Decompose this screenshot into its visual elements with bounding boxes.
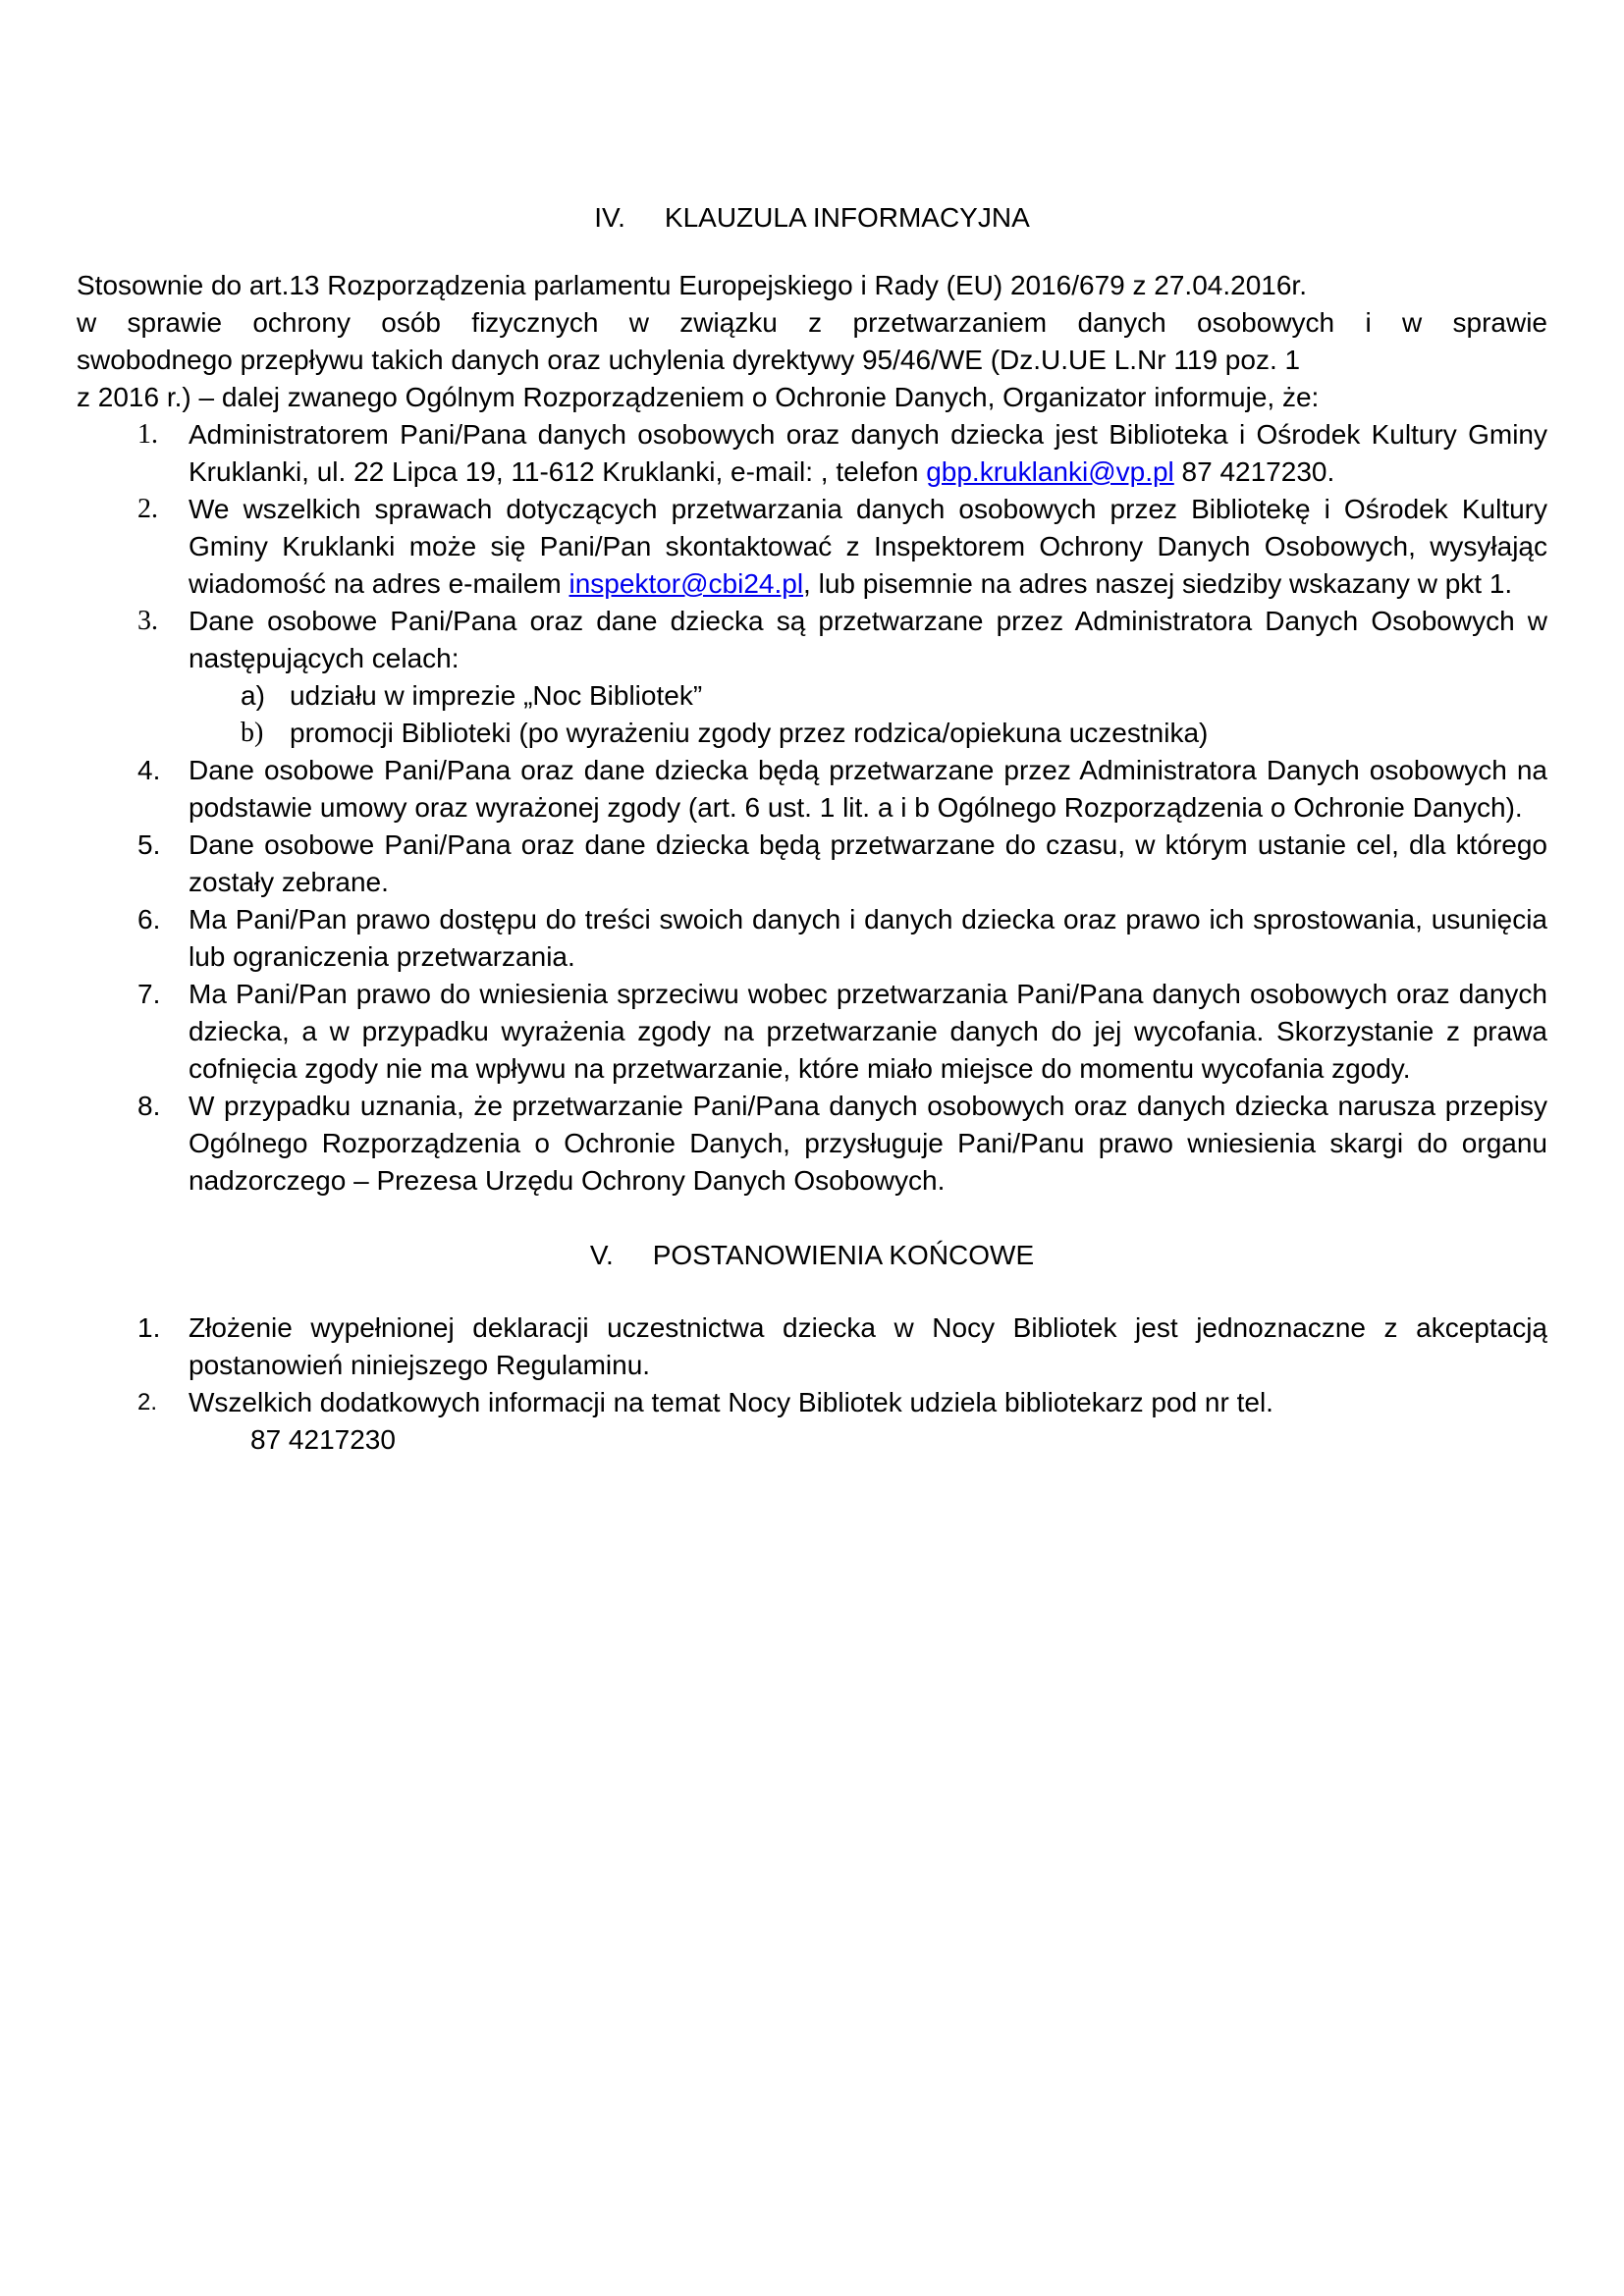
list-item-5 <box>77 827 1547 901</box>
list-item-7-number: 7. <box>137 979 161 1009</box>
sub-item-a-text: udziału w imprezie „Noc Bibliotek” <box>290 680 703 711</box>
section-iv-title: KLAUZULA INFORMACYJNA <box>664 202 1030 233</box>
list-item-1-pre: Administratorem Pani/Pana danych osobowych oraz danych dziecka jest Biblioteka i Ośrodek Kultury Gminy Kruklanki, ul. 22 Lipca 19, 11-612 Kruklanki, e-mail: , telefon <box>189 419 1547 487</box>
sub-item-b <box>77 715 1547 752</box>
list-item-7-text: Ma Pani/Pan prawo do wniesienia sprzeciwu wobec przetwarzania Pani/Pana danych osobowych oraz danych dziecka, a w przypadku wyrażenia zgody na przetwarzanie danych do jej wycofania. Skorzystanie z prawa cofnięcia zgody nie ma wpływu na przetwarzanie, które miało miejsce do momentu wycofania zgody. <box>189 979 1547 1084</box>
list-item-3-text: Dane osobowe Pani/Pana oraz dane dziecka są przetwarzane przez Administratora Danych Osobowych w następujących celach: <box>189 606 1547 673</box>
section-v-title: POSTANOWIENIA KOŃCOWE <box>652 1240 1035 1270</box>
final-item-2-text <box>189 1384 1547 1459</box>
phone-number: 87 4217230 <box>250 1424 396 1455</box>
list-item-6-text: Ma Pani/Pan prawo dostępu do treści swoich danych i danych dziecka oraz prawo ich sprostowania, usunięcia lub ograniczenia przetwarzania. <box>189 904 1547 972</box>
section-iv-number: IV. <box>594 202 625 233</box>
list-item-4-text: Dane osobowe Pani/Pana oraz dane dziecka będą przetwarzane przez Administratora Danych osobowych na podstawie umowy oraz wyrażonej zgody (art. 6 ust. 1 lit. a i b Ogólnego Rozporządzenia o Ochronie Danych). <box>189 755 1547 823</box>
list-item-5-number: 5. <box>137 829 161 860</box>
final-item-1 <box>77 1309 1547 1384</box>
list-item-6 <box>77 901 1547 976</box>
final-item-2-line: Wszelkich dodatkowych informacji na temat Nocy Bibliotek udziela bibliotekarz pod nr tel. <box>189 1387 1273 1417</box>
list-item-4-number: 4. <box>137 755 161 785</box>
email-link-inspektor[interactable]: inspektor@cbi24.pl <box>568 568 804 599</box>
list-item-2-text <box>189 491 1547 603</box>
list-item-1-number: 1. <box>137 419 158 450</box>
list-item-2-post: , lub pisemnie na adres naszej siedziby wskazany w pkt 1. <box>803 568 1513 599</box>
list-item-5-text: Dane osobowe Pani/Pana oraz dane dziecka będą przetwarzane do czasu, w którym ustanie cel, dla którego zostały zebrane. <box>189 829 1547 897</box>
list-item-2-number: 2. <box>137 494 158 524</box>
intro-line-4: z 2016 r.) – dalej zwanego Ogólnym Rozporządzeniem o Ochronie Danych, Organizator informuje, że: <box>77 382 1320 412</box>
intro-paragraph <box>77 267 1547 416</box>
list-item-8-text: W przypadku uznania, że przetwarzanie Pani/Pana danych osobowych oraz danych dziecka narusza przepisy Ogólnego Rozporządzenia o Ochronie Danych, przysługuje Pani/Panu prawo wniesienia skargi do organu nadzorczego – Prezesa Urzędu Ochrony Danych Osobowych. <box>189 1091 1547 1196</box>
list-item-1 <box>77 416 1547 491</box>
section-iv-heading <box>77 199 1547 237</box>
list-item-1-post: 87 4217230. <box>1173 456 1335 487</box>
intro-line-1: Stosownie do art.13 Rozporządzenia parlamentu Europejskiego i Rady (EU) 2016/679 z 27.04.2016r. <box>77 270 1307 300</box>
final-item-1-number: 1. <box>137 1312 161 1343</box>
sub-item-b-text: promocji Biblioteki (po wyrażeniu zgody przez rodzica/opiekuna uczestnika) <box>290 718 1209 748</box>
section-iv-list <box>77 416 1547 1200</box>
section-v-heading <box>77 1237 1547 1274</box>
list-item-8-number: 8. <box>137 1091 161 1121</box>
sub-item-a-marker: a) <box>241 680 265 711</box>
final-item-1-text: Złożenie wypełnionej deklaracji uczestnictwa dziecka w Nocy Bibliotek jest jednoznaczne z akceptacją postanowień niniejszego Regulaminu. <box>189 1312 1547 1380</box>
list-item-7 <box>77 976 1547 1088</box>
list-item-4 <box>77 752 1547 827</box>
list-item-8 <box>77 1088 1547 1200</box>
list-item-3-number: 3. <box>137 606 158 636</box>
intro-line-3: swobodnego przepływu takich danych oraz uchylenia dyrektywy 95/46/WE (Dz.U.UE L.Nr 119 poz. 1 <box>77 345 1301 375</box>
list-item-2-pre: We wszelkich sprawach dotyczących przetwarzania danych osobowych przez Bibliotekę i Ośrodek Kultury Gminy Kruklanki może się Pani/Pan skontaktować z Inspektorem Ochrony Danych Osobowych, wysyłając wiadomość na adres e-mailem <box>189 494 1547 599</box>
list-item-6-number: 6. <box>137 904 161 934</box>
list-item-2 <box>77 491 1547 603</box>
sub-item-a <box>77 677 1547 715</box>
section-v-list <box>77 1309 1547 1459</box>
list-item-1-text <box>189 416 1547 491</box>
list-item-3 <box>77 603 1547 677</box>
final-item-2 <box>77 1384 1547 1459</box>
section-v-number: V. <box>589 1240 614 1270</box>
sub-item-b-marker: b) <box>241 718 264 748</box>
final-item-2-number: 2. <box>137 1389 158 1415</box>
email-link-gbp-kruklanki[interactable]: gbp.kruklanki@vp.pl <box>926 456 1174 487</box>
intro-line-2: w sprawie ochrony osób fizycznych w związku z przetwarzaniem danych osobowych i w sprawie <box>77 307 1547 338</box>
